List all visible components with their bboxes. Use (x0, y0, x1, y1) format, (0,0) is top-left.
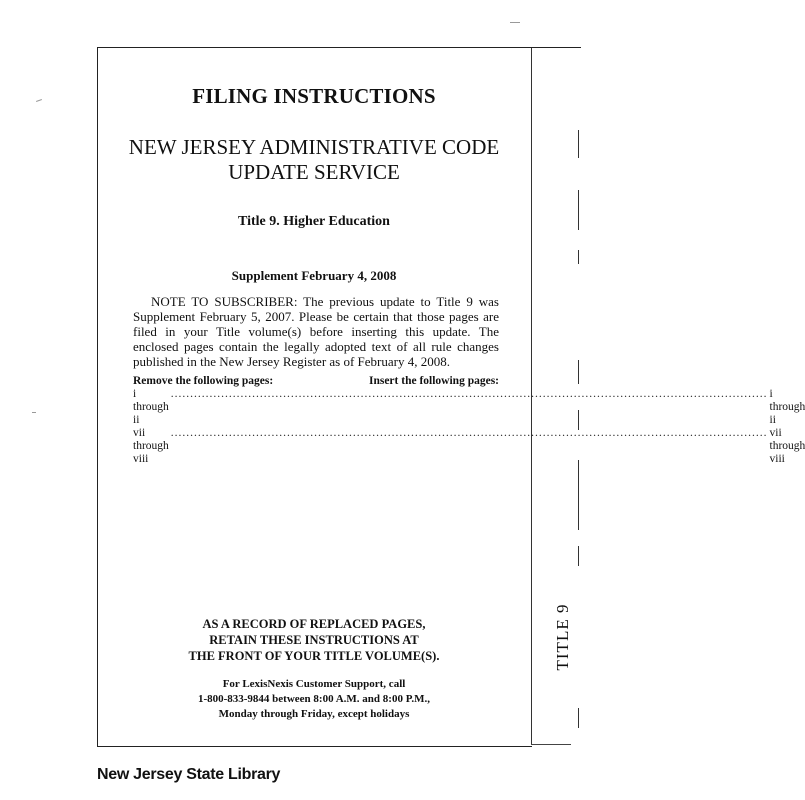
edge-tick (578, 130, 579, 158)
table-header (133, 375, 499, 388)
remove-pages: i through ii (133, 388, 169, 426)
supplement-date: Supplement February 4, 2008 (231, 268, 397, 283)
library-stamp: New Jersey State Library (97, 766, 281, 783)
edge-tick (578, 708, 579, 728)
dot-leader: .......................................................................................................................................................... (170, 427, 768, 439)
scan-speck (32, 412, 36, 413)
scan-speck (36, 99, 42, 102)
customer-support: For LexisNexis Customer Support, call 1-800-833-9844 between 8:00 A.M. and 8:00 P.M., Monday through Friday, except holidays (197, 678, 431, 720)
title-tab: TITLE 9 (553, 603, 572, 671)
insert-pages: i through ii (769, 388, 805, 426)
edge-tick (578, 250, 579, 264)
edge-tick (578, 190, 579, 230)
remove-header: Remove the following pages: (133, 375, 274, 387)
insert-pages: vii through viii (769, 427, 805, 465)
top-rule (531, 47, 581, 48)
record-notice: AS A RECORD OF REPLACED PAGES, RETAIN THESE INSTRUCTIONS AT THE FRONT OF YOUR TITLE VOLUME(S). (188, 617, 440, 663)
page-title: FILING INSTRUCTIONS (192, 84, 436, 108)
edge-tick (578, 460, 579, 530)
table-row (133, 388, 805, 427)
subscriber-note: NOTE TO SUBSCRIBER: The previous update to Title 9 was Supplement February 5, 2007. Please be certain that those pages are filed in your Title volume(s) before inserting this update. The enclosed pages contain the legally adopted text of all rule changes published in the New Jersey Register as of February 4, 2008. (133, 294, 499, 369)
pages-table (133, 375, 805, 466)
edge-tick (578, 360, 579, 384)
remove-pages: vii through viii (133, 427, 169, 465)
insert-header: Insert the following pages: (368, 375, 499, 387)
document-subtitle: NEW JERSEY ADMINISTRATIVE CODE UPDATE SERVICE (128, 135, 500, 184)
edge-tick (578, 546, 579, 566)
dot-leader: .......................................................................................................................................................... (170, 388, 768, 400)
bottom-rule (531, 744, 571, 745)
title-name: Title 9. Higher Education (238, 214, 390, 229)
table-row (133, 427, 805, 466)
scan-speck (510, 22, 520, 23)
